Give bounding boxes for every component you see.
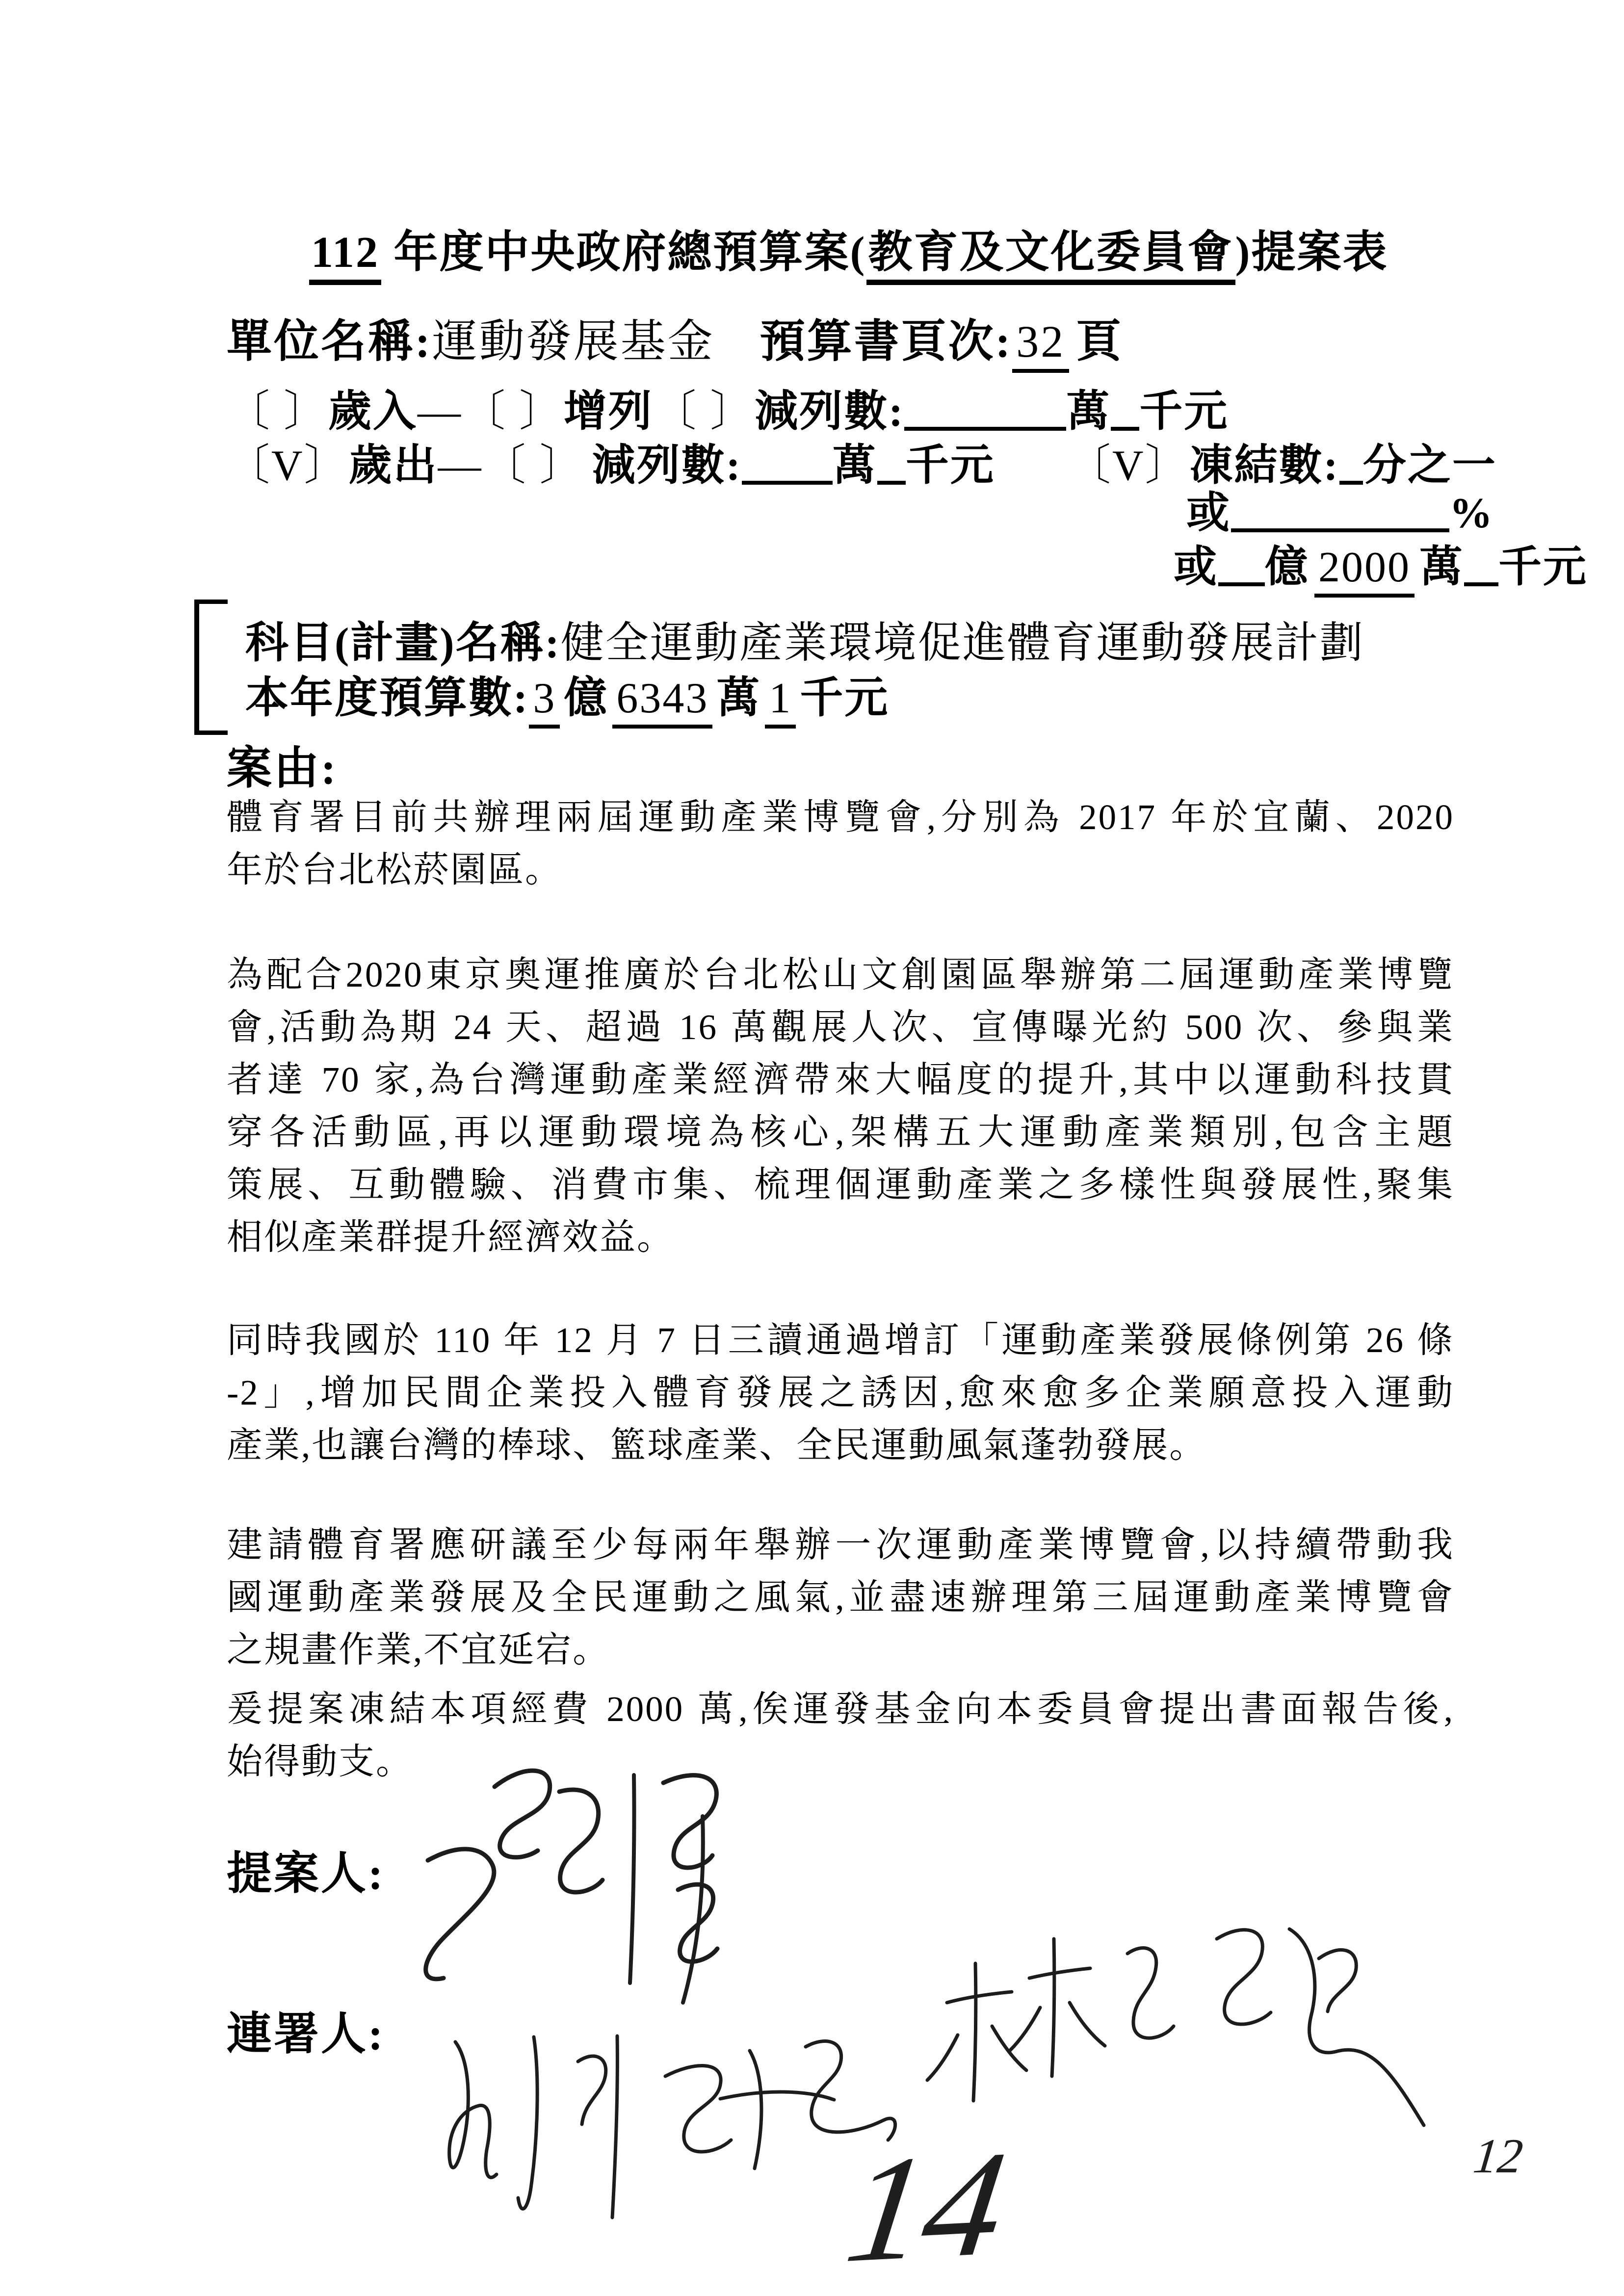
- budget-wan-value: 6343: [612, 675, 712, 729]
- title-part1: 年度中央政府總預算案(: [381, 228, 866, 277]
- case-text-line: 體育署目前共辦理兩屆運動產業博覽會,分別為 2017 年於宜蘭、2020: [227, 797, 1454, 837]
- title-committee: 教育及文化委員會: [866, 228, 1235, 285]
- case-text-line: 始得動支。: [227, 1742, 413, 1781]
- revenue-row: [227, 377, 1229, 439]
- yi-unit: 億: [564, 675, 609, 722]
- corner-page-number: 12: [1466, 2129, 1531, 2184]
- page-title: [309, 216, 1388, 280]
- case-text-line: 策展、互動體驗、消費市集、梳理個運動產業之多樣性與發展性,聚集: [227, 1165, 1454, 1204]
- case-text-line: 會,活動為期 24 天、超過 16 萬觀展人次、宣傳曝光約 500 次、參與業: [227, 1007, 1454, 1047]
- proposer-signature: [426, 1771, 717, 2003]
- cut-label: 減列數:: [592, 442, 742, 490]
- pages-value: 32: [1012, 316, 1069, 373]
- percent-blank: [1231, 522, 1449, 532]
- pages-label: 預算書頁次:: [760, 316, 1013, 366]
- title-part2: )提案表: [1235, 228, 1388, 277]
- budget-yi-value: 3: [529, 675, 560, 729]
- case-text-line: 為配合2020東京奧運推廣於台北松山文創園區舉辦第二屆運動產業博覽: [227, 955, 1454, 994]
- cosigner-signature-1: [449, 2036, 895, 2218]
- case-text-line: 產業,也讓台灣的棒球、籃球產業、全民運動風氣蓬勃發展。: [227, 1425, 1207, 1465]
- expense-checkbox-checked-icon: 〔V〕: [227, 442, 349, 490]
- case-text-line: 之規畫作業,不宜延宕。: [227, 1630, 610, 1670]
- cut-checkbox-icon: 〔 〕: [653, 388, 755, 436]
- case-text-line: 建請體育署應研議至少每兩年舉辦一次運動產業博覽會,以持續帶動我: [227, 1525, 1454, 1565]
- qian-blank: [1464, 575, 1498, 586]
- qianyuan-unit: 千元: [1139, 388, 1229, 436]
- title-year: 112: [309, 228, 381, 285]
- expense-label: 歲出: [348, 442, 438, 490]
- qianyuan-unit: 千元: [1498, 544, 1588, 591]
- amount-blank: [904, 420, 1066, 431]
- unit-value: 運動發展基金: [432, 316, 715, 366]
- cosigner-label: 連署人:: [227, 2009, 385, 2059]
- freeze-checkbox-checked-icon: 〔V〕: [1067, 442, 1190, 490]
- case-text-line: -2」,增加民間企業投入體育發展之誘因,愈來愈多企業願意投入運動: [227, 1373, 1454, 1412]
- case-text-line: 爰提案凍結本項經費 2000 萬,俟運發基金向本委員會提出書面報告後,: [227, 1689, 1454, 1729]
- unit-label: 單位名稱:: [227, 316, 432, 366]
- wan-unit: 萬: [832, 442, 877, 490]
- case-text-line: 穿各活動區,再以運動環境為核心,架構五大運動產業類別,包含主題: [227, 1112, 1454, 1152]
- dash: —: [418, 388, 463, 436]
- revenue-checkbox-icon: 〔 〕: [227, 388, 329, 436]
- case-text-line: 國運動產業發展及全民運動之風氣,並盡速辦理第三屆運動產業博覽會: [227, 1577, 1454, 1617]
- subject-value: 健全運動產業環境促進體育運動發展計劃: [560, 620, 1364, 667]
- wan-unit: 萬: [1419, 544, 1465, 591]
- budget-row: [245, 663, 889, 725]
- subject-label: 科目(計畫)名稱:: [245, 620, 561, 667]
- yi-blank: [1218, 575, 1265, 586]
- budget-label: 本年度預算數:: [245, 675, 529, 722]
- percent-sign: %: [1449, 490, 1494, 537]
- qianyuan-unit: 千元: [800, 675, 890, 722]
- case-heading: 案由:: [227, 743, 338, 793]
- case-text-line: 相似產業群提升經濟效益。: [227, 1217, 674, 1257]
- handwritten-page-number: 14: [823, 2119, 1031, 2295]
- amount-blank: [742, 474, 833, 485]
- or-label: 或: [1186, 490, 1231, 537]
- case-text-line: 者達 70 家,為台灣運動產業經濟帶來大幅度的提升,其中以運動科技貫: [227, 1060, 1454, 1099]
- frozen-amount-value: 2000: [1314, 544, 1414, 598]
- case-text-line: 年於台北松菸園區。: [227, 850, 562, 889]
- cut-label: 減列數:: [755, 388, 905, 436]
- wan-unit: 萬: [716, 675, 761, 722]
- revenue-label: 歲入: [328, 388, 418, 436]
- fraction-label: 分之一: [1362, 442, 1497, 490]
- proposer-label: 提案人:: [227, 1849, 385, 1899]
- unit-line: [227, 305, 1123, 370]
- subject-row: [245, 608, 1364, 670]
- add-checkbox-icon: 〔 〕: [462, 388, 564, 436]
- wan-unit: 萬: [1066, 388, 1111, 436]
- cut-checkbox-icon: 〔 〕: [482, 442, 584, 490]
- yi-unit: 億: [1265, 544, 1310, 591]
- or-percent-row: [1186, 478, 1494, 540]
- add-label: 增列: [564, 388, 654, 436]
- pages-unit: 頁: [1076, 316, 1124, 366]
- qianyuan-unit: 千元: [905, 442, 995, 490]
- small-blank: [1111, 420, 1139, 431]
- subject-block-bracket: [194, 600, 228, 735]
- budget-qian-value: 1: [765, 675, 796, 729]
- or-amount-row: [1174, 532, 1588, 594]
- case-text-line: 同時我國於 110 年 12 月 7 日三讀通過增訂「運動產業發展條例第 26 條: [227, 1320, 1454, 1360]
- small-blank: [877, 474, 906, 485]
- or-label: 或: [1174, 544, 1219, 591]
- cosigner-signature-2: [927, 1929, 1424, 2125]
- freeze-label: 凍結數:: [1189, 442, 1339, 490]
- dash: —: [438, 442, 483, 490]
